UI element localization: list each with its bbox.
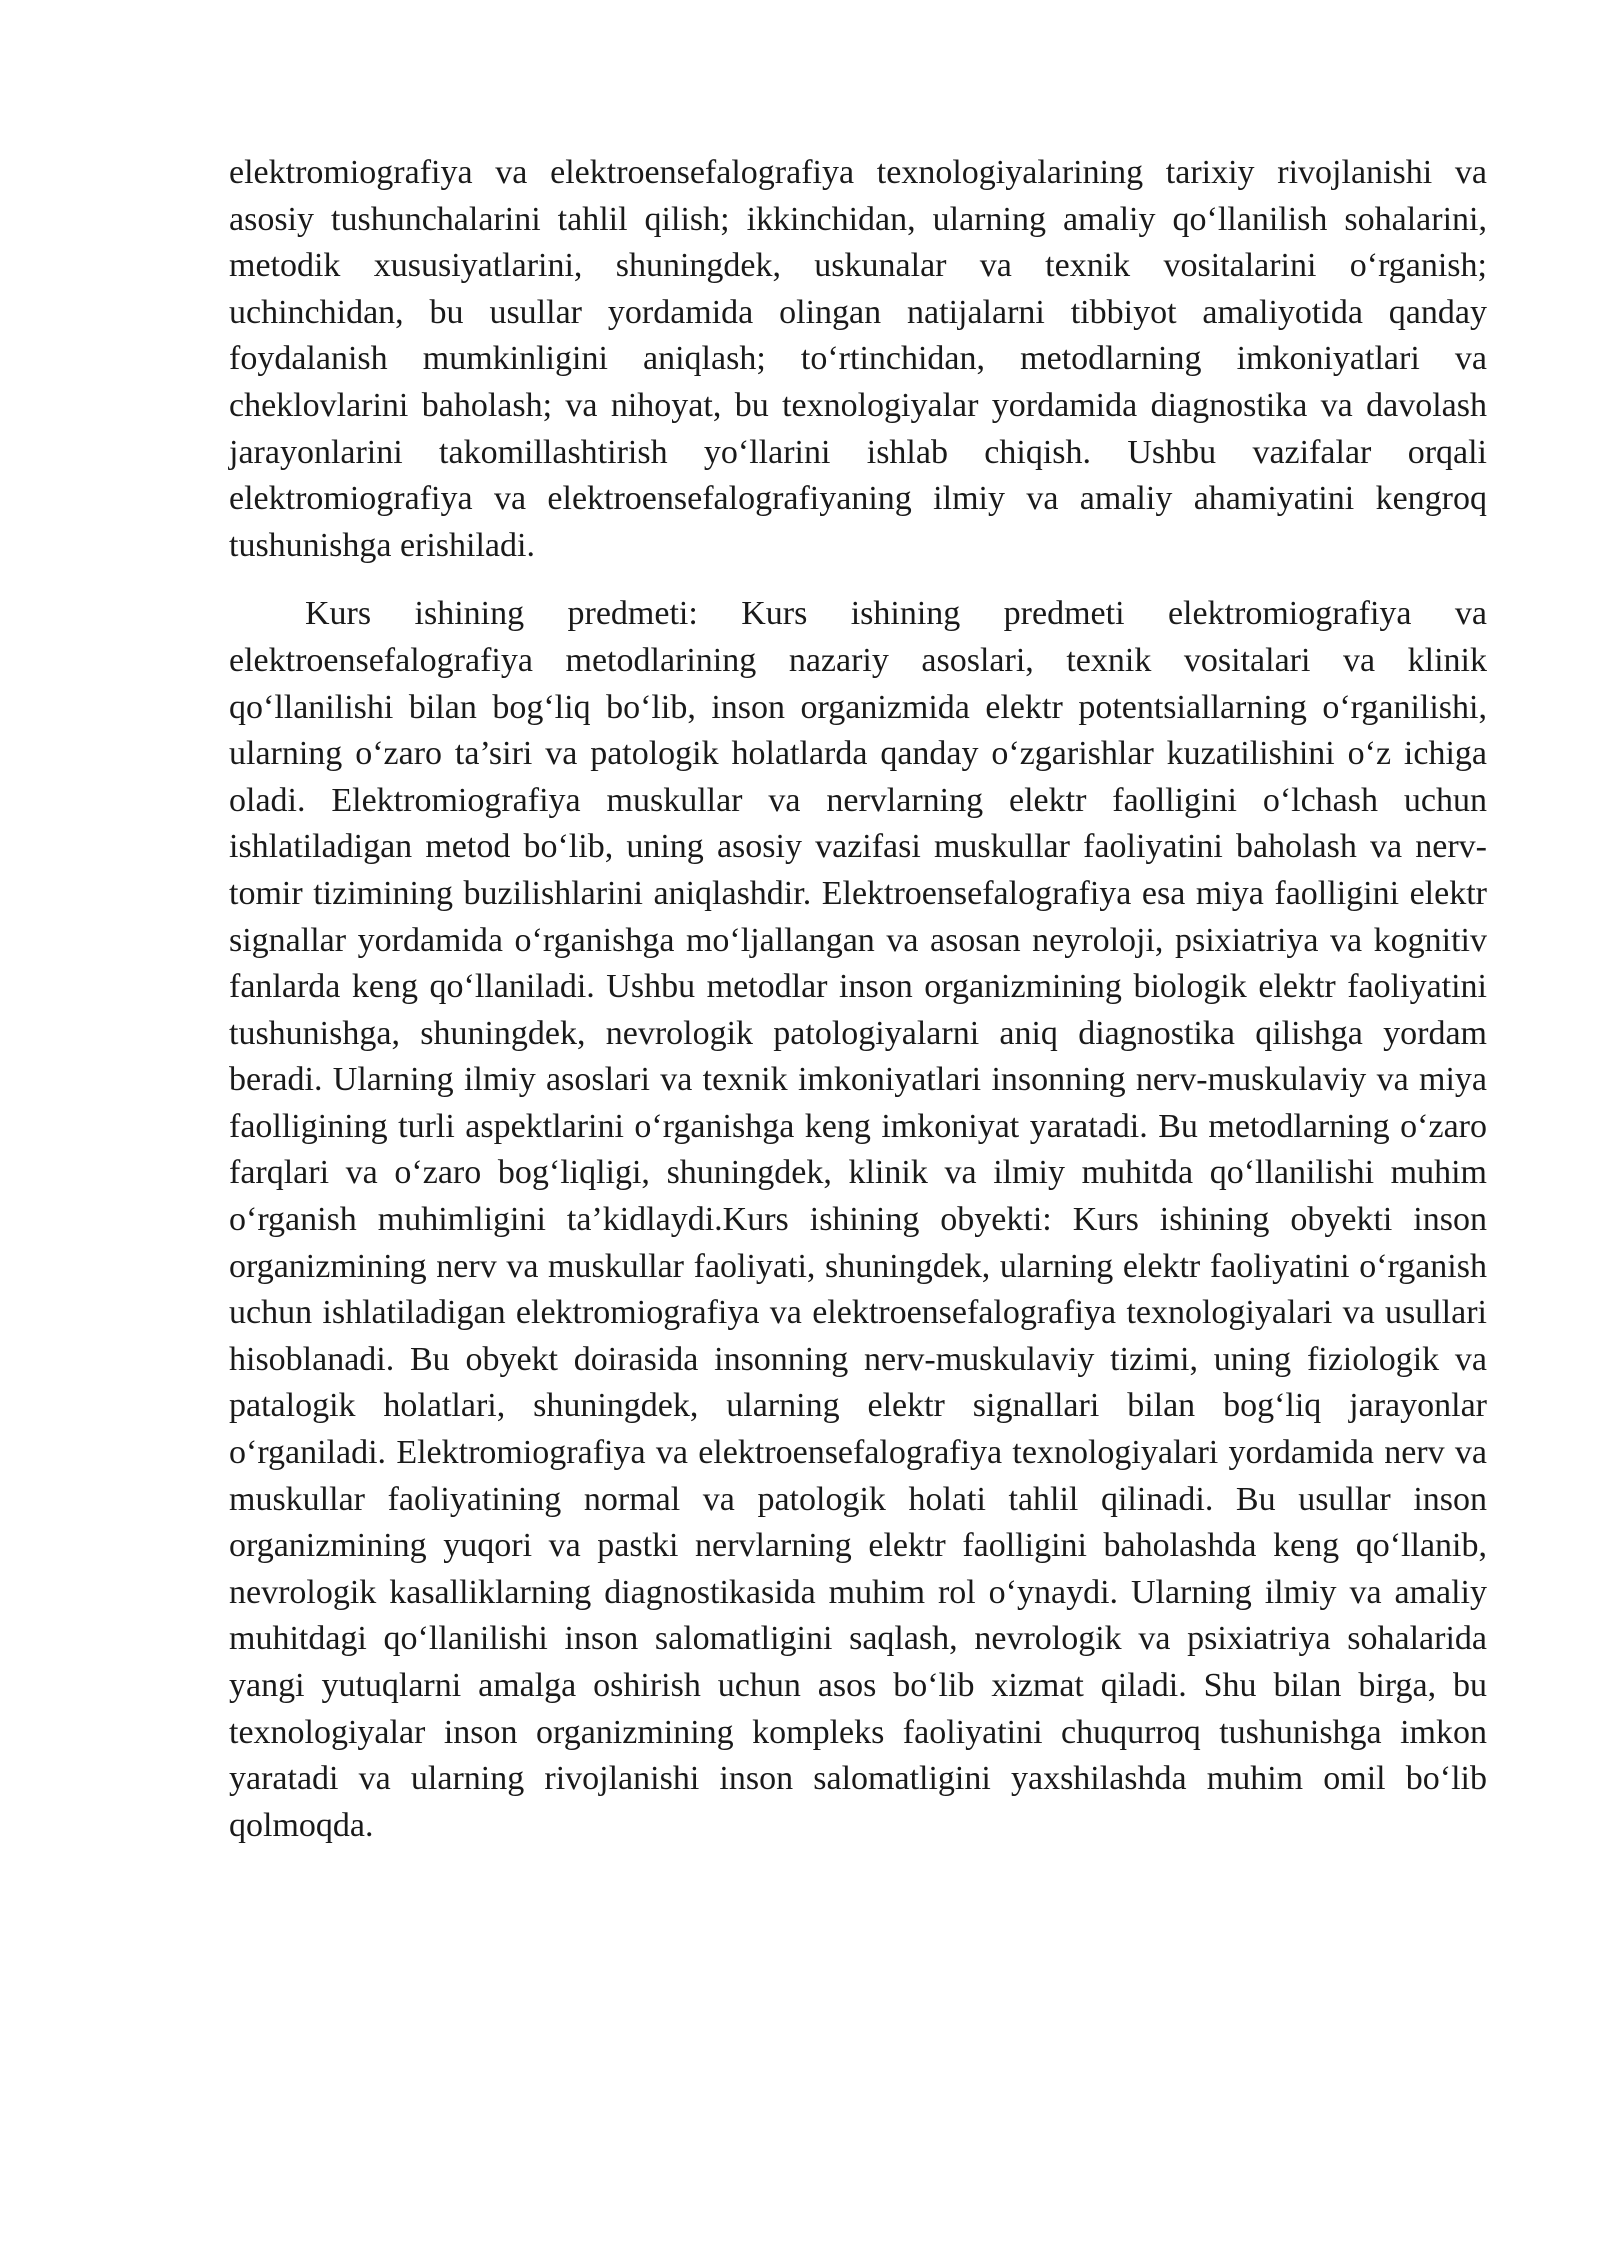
paragraph-tasks-continuation: elektromiografiya va elektroensefalografiya texnologiyalarining tarixiy rivojlanishi va asosiy tushunchalarini tahlil qilish; ikkinchidan, ularning amaliy qo‘llanilish sohalarini, metodik xususiyatlarini, shuningdek, uskunalar va texnik vositalarini o‘rganish; uchinchidan, bu usullar yordamida olingan natijalarni tibbiyot amaliyotida qanday foydalanish mumkinligini aniqlash; to‘rtinchidan, metodlarning imkoniyatlari va cheklovlarini baholash; va nihoyat, bu texnologiyalar yordamida diagnostika va davolash jarayonlarini takomillashtirish yo‘llarini ishlab chiqish. Ushbu vazifalar orqali elektromiografiya va elektroensefalografiyaning ilmiy va amaliy ahamiyatini kengroq tushunishga erishiladi.: [229, 154, 1487, 564]
paragraph-subject-and-object: Kurs ishining predmeti: Kurs ishining predmeti elektromiografiya va elektroensefalografiya metodlarining nazariy asoslari, texnik vositalari va klinik qo‘llanilishi bilan bog‘liq bo‘lib, inson organizmida elektr potentsiallarning o‘rganilishi, ularning o‘zaro ta’siri va patologik holatlarda qanday o‘zgarishlar kuzatilishini o‘z ichiga oladi. Elektromiografiya muskullar va nervlarning elektr faolligini o‘lchash uchun ishlatiladigan metod bo‘lib, uning asosiy vazifasi muskullar faoliyatini baholash va nerv-tomir tizimining buzilishlarini aniqlashdir. Elektroensefalografiya esa miya faolligini elektr signallar yordamida o‘rganishga mo‘ljallangan va asosan neyroloji, psixiatriya va kognitiv fanlarda keng qo‘llaniladi. Ushbu metodlar inson organizmining biologik elektr faoliyatini tushunishga, shuningdek, nevrologik patologiyalarni aniq diagnostika qilishga yordam beradi. Ularning ilmiy asoslari va texnik imkoniyatlari insonning nerv-muskulaviy va miya faolligining turli aspektlarini o‘rganishga keng imkoniyat yaratadi. Bu metodlarning o‘zaro farqlari va o‘zaro bog‘liqligi, shuningdek, klinik va ilmiy muhitda qo‘llanilishi muhim o‘rganish muhimligini ta’kidlaydi.Kurs ishining obyekti: Kurs ishining obyekti inson organizmining nerv va muskullar faoliyati, shuningdek, ularning elektr faoliyatini o‘rganish uchun ishlatiladigan elektromiografiya va elektroensefalografiya texnologiyalari va usullari hisoblanadi. Bu obyekt doirasida insonning nerv-muskulaviy tizimi, uning fiziologik va patalogik holatlari, shuningdek, ularning elektr signallari bilan bog‘liq jarayonlar o‘rganiladi. Elektromiografiya va elektroensefalografiya texnologiyalari yordamida nerv va muskullar faoliyatining normal va patologik holati tahlil qilinadi. Bu usullar inson organizmining yuqori va pastki nervlarning elektr faolligini baholashda keng qo‘llanib, nevrologik kasalliklarning diagnostikasida muhim rol o‘ynaydi. Ularning ilmiy va amaliy muhitdagi qo‘llanilishi inson salomatligini saqlash, nevrologik va psixiatriya sohalarida yangi yutuqlarni amalga oshirish uchun asos bo‘lib xizmat qiladi. Shu bilan birga, bu texnologiyalar inson organizmining kompleks faoliyatini chuqurroq tushunishga imkon yaratadi va ularning rivojlanishi inson salomatligini yaxshilashda muhim omil bo‘lib qolmoqda.: [229, 595, 1487, 1844]
document-page: [229, 150, 1487, 1849]
